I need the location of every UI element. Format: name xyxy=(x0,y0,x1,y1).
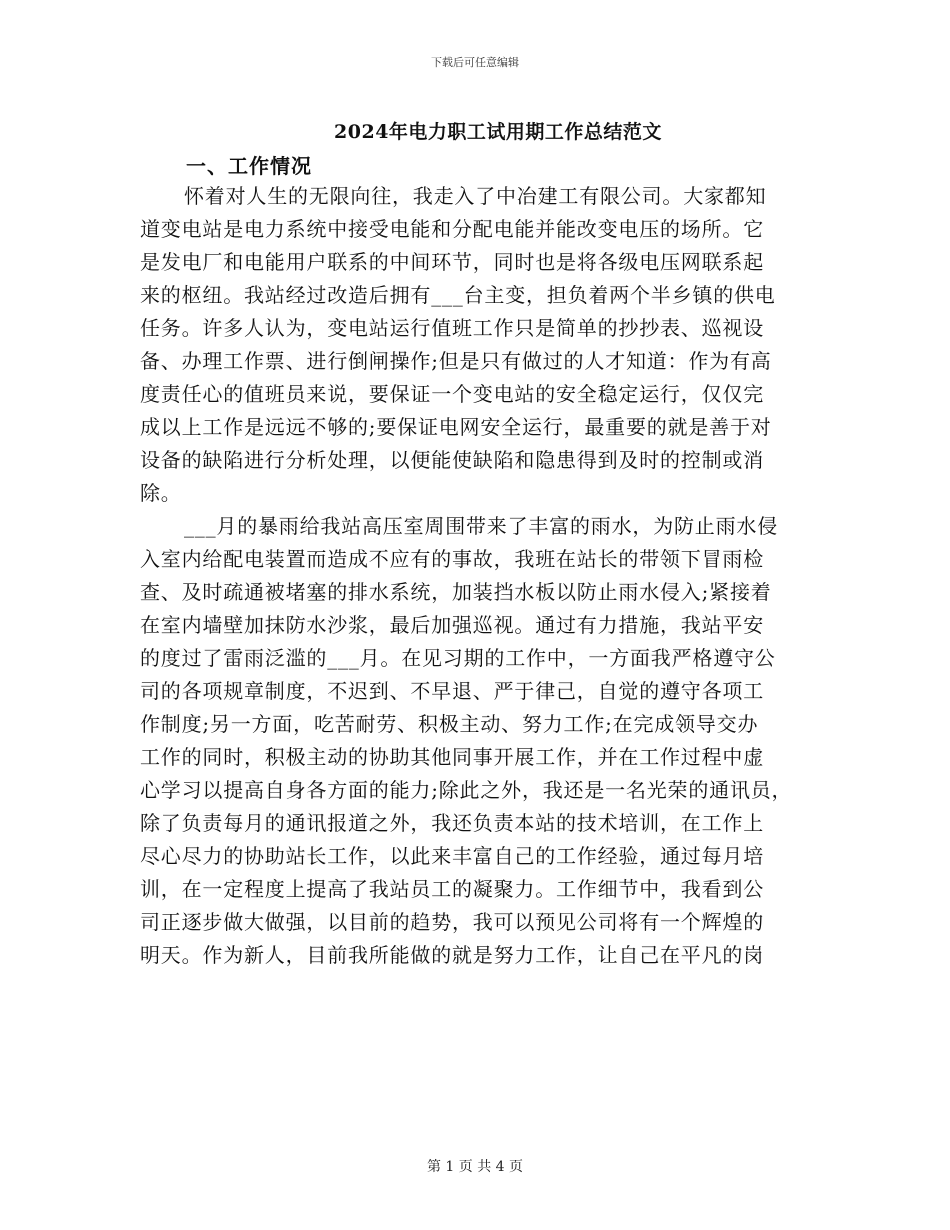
paragraph-line: 除了负责每月的通讯报道之外，我还负责本站的技术培训，在工作上 xyxy=(140,811,764,835)
paragraph-line: 训，在一定程度上提高了我站员工的凝聚力。工作细节中，我看到公 xyxy=(140,877,764,901)
paragraph-line: 司的各项规章制度，不迟到、不早退、严于律己，自觉的遵守各项工 xyxy=(140,679,764,703)
paragraph-line: 查、及时疏通被堵塞的排水系统，加装挡水板以防止雨水侵入;紧接着 xyxy=(140,580,772,604)
paragraph-line: 是发电厂和电能用户联系的中间环节，同时也是将各级电压网联系起 xyxy=(140,250,764,274)
paragraph-line: 备、办理工作票、进行倒闸操作;但是只有做过的人才知道：作为有高 xyxy=(140,349,772,373)
paragraph-line: 作制度;另一方面，吃苦耐劳、积极主动、努力工作;在完成领导交办 xyxy=(140,712,759,736)
page-number: 第 1 页 共 4 页 xyxy=(426,1159,524,1175)
paragraph-line: 入室内给配电装置而造成不应有的事故，我班在站长的带领下冒雨检 xyxy=(140,547,764,571)
document-body xyxy=(140,180,812,972)
paragraph-line: 司正逐步做大做强，以目前的趋势，我可以预见公司将有一个辉煌的 xyxy=(140,910,764,934)
paragraph-line: 怀着对人生的无限向往，我走入了中冶建工有限公司。大家都知 xyxy=(184,184,767,208)
paragraph-line: 在室内墙壁加抹防水沙浆，最后加强巡视。通过有力措施，我站平安 xyxy=(140,613,764,637)
paragraph-line: 设备的缺陷进行分析处理，以便能使缺陷和隐患得到及时的控制或消 xyxy=(140,448,764,472)
page-header-note: 下载后可任意编辑 xyxy=(431,56,519,69)
paragraph-line: 任务。许多人认为，变电站运行值班工作只是简单的抄抄表、巡视设 xyxy=(140,316,764,340)
paragraph-2 xyxy=(140,510,812,972)
paragraph-line: 来的枢纽。我站经过改造后拥有___台主变，担负着两个半乡镇的供电 xyxy=(140,283,776,307)
paragraph-line: 明天。作为新人，目前我所能做的就是努力工作，让自己在平凡的岗 xyxy=(140,943,764,967)
paragraph-line: 心学习以提高自身各方面的能力;除此之外，我还是一名光荣的通讯员， xyxy=(140,778,793,802)
paragraph-line: 度责任心的值班员来说，要保证一个变电站的安全稳定运行，仅仅完 xyxy=(140,382,764,406)
document-title: 2024年电力职工试用期工作总结范文 xyxy=(334,121,662,143)
paragraph-1 xyxy=(140,180,812,510)
paragraph-line: 成以上工作是远远不够的;要保证电网安全运行，最重要的就是善于对 xyxy=(140,415,772,439)
section-heading: 一、工作情况 xyxy=(186,154,312,178)
paragraph-line: 道变电站是电力系统中接受电能和分配电能并能改变电压的场所。它 xyxy=(140,217,764,241)
paragraph-line: 除。 xyxy=(140,481,182,505)
paragraph-line: 的度过了雷雨泛滥的___月。在见习期的工作中，一方面我严格遵守公 xyxy=(140,646,776,670)
paragraph-line: ___月的暴雨给我站高压室周围带来了丰富的雨水，为防止雨水侵 xyxy=(184,514,778,538)
paragraph-line: 工作的同时，积极主动的协助其他同事开展工作，并在工作过程中虚 xyxy=(140,745,764,769)
paragraph-line: 尽心尽力的协助站长工作，以此来丰富自己的工作经验，通过每月培 xyxy=(140,844,764,868)
